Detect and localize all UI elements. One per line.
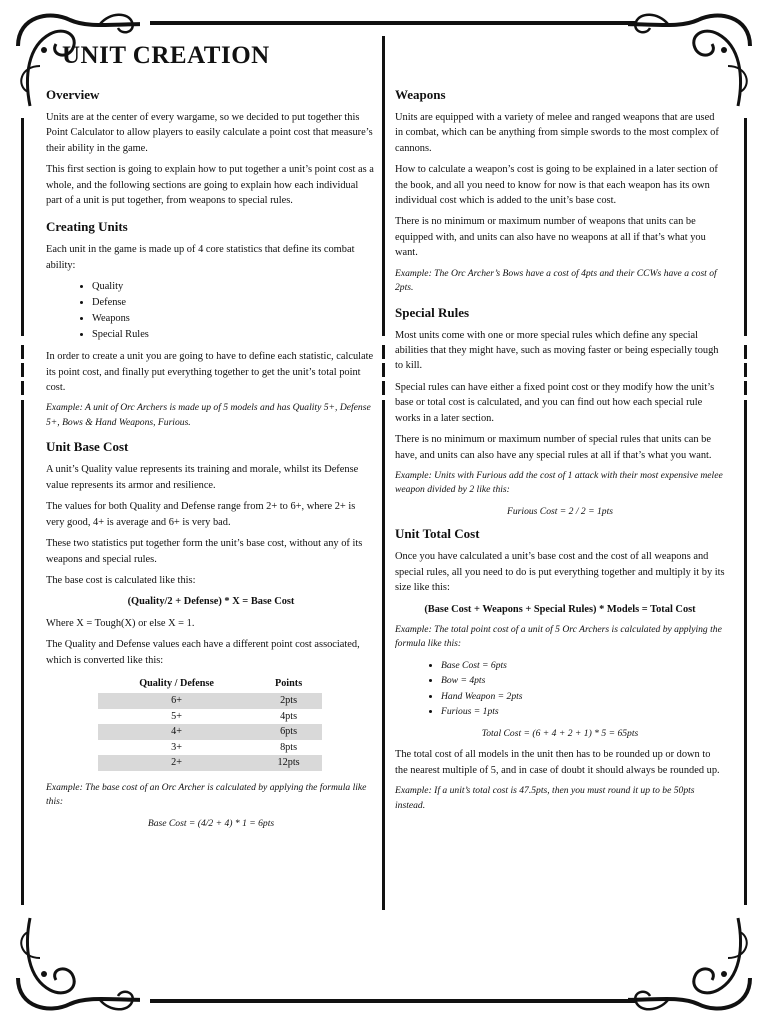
creating-units-paragraph: Each unit in the game is made up of 4 core statistics that define its combat ability:: [46, 244, 355, 271]
overview-heading: Overview: [46, 87, 100, 102]
example-formula: Total Cost = (6 + 4 + 2 + 1) * 5 = 65pts: [481, 727, 639, 739]
list-item: • Hand Weapon = 2pts: [441, 689, 725, 705]
frame-line-left-lower: [21, 400, 24, 905]
example-text: Example: Units with Furious add the cost of 1 attack with their most expensive melee weapon divided by 2 like this:: [395, 469, 723, 496]
frame-line-right-upper: [744, 118, 747, 336]
total-cost-items-list: [395, 658, 725, 720]
special-rules-section: [395, 304, 725, 520]
unit-total-cost-heading: Unit Total Cost: [395, 526, 480, 542]
frame-line-center-upper: [382, 36, 385, 336]
left-column: [46, 86, 376, 837]
special-rules-paragraph: There is no minimum or maximum number of special rules that units can be have, and units can also have any special rules at all if that’s what you want.: [395, 434, 712, 461]
weapons-heading: Weapons: [395, 87, 446, 102]
table-cell: 2pts: [255, 693, 322, 709]
table-row: [98, 724, 322, 740]
table-header: Quality / Defense: [139, 677, 214, 689]
core-stats-list: [46, 279, 376, 343]
weapons-paragraph: How to calculate a weapon’s cost is going to be explained in a later section of the book, and all you need to know for now is that each weapon has its own individual cost which is added to the unit’s base cost.: [395, 164, 718, 207]
weapons-paragraph: Units are equipped with a variety of melee and ranged weapons that are used in combat, which can be anything from simple swords to the most complex of cannons.: [395, 112, 719, 154]
list-item: • Weapons: [92, 311, 376, 327]
list-item: • Defense: [92, 295, 376, 311]
example-text: Example: If a unit’s total cost is 47.5pts, then you must round it up to be 50pts instead.: [395, 785, 695, 811]
table-cell: 4pts: [280, 710, 298, 722]
list-item: • Quality: [92, 279, 376, 295]
frame-line-right-lower: [744, 400, 747, 905]
divider-ornament-icon: [15, 730, 31, 760]
base-cost-paragraph: These two statistics put together form the unit’s base cost, without any of its weapons and special rules.: [46, 538, 363, 565]
base-cost-paragraph: The Quality and Defense values each have a different point cost associated, which is converted like this:: [46, 639, 360, 666]
unit-base-cost-section: [46, 438, 376, 831]
base-cost-paragraph: A unit’s Quality value represents its training and morale, whilst its Defense value represents its armor and resilience.: [46, 464, 359, 491]
creating-units-section: [46, 218, 376, 430]
creating-units-heading: Creating Units: [46, 219, 128, 235]
base-cost-paragraph: Where X = Tough(X) or else X = 1.: [46, 617, 195, 629]
page-title: UNIT CREATION: [62, 42, 270, 69]
base-cost-paragraph: The base cost is calculated like this:: [46, 574, 196, 586]
flourish-corner-icon: [628, 908, 758, 1018]
frame-line-center-lower: [382, 400, 385, 910]
weapons-section: [395, 86, 725, 296]
unit-total-cost-section: [395, 525, 725, 813]
unit-base-cost-heading: Unit Base Cost: [46, 439, 129, 455]
table-header: Points: [274, 677, 303, 689]
divider-ornament-icon: [738, 730, 754, 760]
table-cell: 8pts: [280, 741, 298, 753]
table-row: [98, 709, 322, 725]
total-cost-paragraph: Once you have calculated a unit’s base cost and the cost of all weapons and special rules, all you need to do is put everything together and multiply it by its size like this:: [395, 551, 725, 594]
table-row: [98, 693, 322, 709]
overview-paragraph: This first section is going to explain how to put together a unit’s point cost as a whole, and the following sections are going to explain how each individual part of a unit is put together, from weapons to special rules.: [46, 164, 374, 207]
table-cell: 3+: [171, 741, 182, 753]
quality-defense-table: [98, 674, 322, 771]
list-item: • Furious = 1pts: [441, 704, 725, 720]
table-cell: 12pts: [255, 755, 322, 771]
example-text: Example: The Orc Archer’s Bows have a cost of 4pts and their CCWs have a cost of 2pts.: [395, 267, 717, 294]
example-formula: Base Cost = (4/2 + 4) * 1 = 6pts: [147, 817, 275, 829]
list-item: • Special Rules: [92, 327, 376, 343]
table-cell: 5+: [171, 710, 182, 722]
base-cost-formula: (Quality/2 + Defense) * X = Base Cost: [127, 596, 295, 608]
overview-paragraph: Units are at the center of every wargame, so we decided to put together this Point Calculator to allow players to easily calculate a point cost that measure’s their ability in the game.: [46, 112, 373, 154]
example-text: Example: The base cost of an Orc Archer is calculated by applying the formula like this:: [46, 781, 367, 808]
table-cell: 6pts: [255, 724, 322, 740]
table-row: [98, 740, 322, 756]
base-cost-paragraph: The values for both Quality and Defense range from 2+ to 6+, where 2+ is very good, 4+ is average and 6+ is very bad.: [46, 501, 356, 528]
overview-section: [46, 86, 376, 208]
example-text: Example: A unit of Orc Archers is made up of 5 models and has Quality 5+, Defense 5+, Bows & Hand Weapons, Furious.: [46, 402, 371, 428]
example-formula: Furious Cost = 2 / 2 = 1pts: [507, 505, 613, 517]
total-cost-paragraph: The total cost of all models in the unit then has to be rounded up or down to the nearest multiple of 5, and in case of doubt it should always be rounded up.: [395, 749, 720, 776]
total-cost-formula: (Base Cost + Weapons + Special Rules) * Models = Total Cost: [424, 603, 696, 615]
frame-line-bottom: [150, 999, 636, 1003]
special-rules-paragraph: Most units come with one or more special rules which define any special abilities that they might have, such as moving faster or being especially tough to kill.: [395, 329, 719, 372]
right-column: [395, 86, 725, 819]
creating-units-paragraph: In order to create a unit you are going to have to define each statistic, calculate its point cost, and finally put everything together to get the unit’s total point cost.: [46, 351, 374, 394]
weapons-paragraph: There is no minimum or maximum number of weapons that units can be equipped with, and units can also have no weapons at all if that’s what you want.: [395, 216, 706, 259]
table-cell: 6+: [98, 693, 255, 709]
flourish-corner-icon: [10, 908, 140, 1018]
divider-ornament-icon: [738, 345, 754, 395]
frame-line-left-upper: [21, 118, 24, 336]
example-text: Example: The total point cost of a unit of 5 Orc Archers is calculated by applying the formula like this:: [395, 623, 722, 650]
table-row: [98, 755, 322, 771]
table-cell: 4+: [98, 724, 255, 740]
divider-ornament-icon: [15, 345, 31, 395]
list-item: • Base Cost = 6pts: [441, 658, 725, 674]
divider-ornament-icon: [376, 345, 392, 395]
frame-line-top: [150, 21, 636, 25]
list-item: • Bow = 4pts: [441, 673, 725, 689]
special-rules-paragraph: Special rules can have either a fixed point cost or they modify how the unit’s base or total cost is calculated, and you can find out how each special rule works in a later section.: [395, 381, 715, 424]
special-rules-heading: Special Rules: [395, 304, 470, 320]
table-cell: 2+: [98, 755, 255, 771]
